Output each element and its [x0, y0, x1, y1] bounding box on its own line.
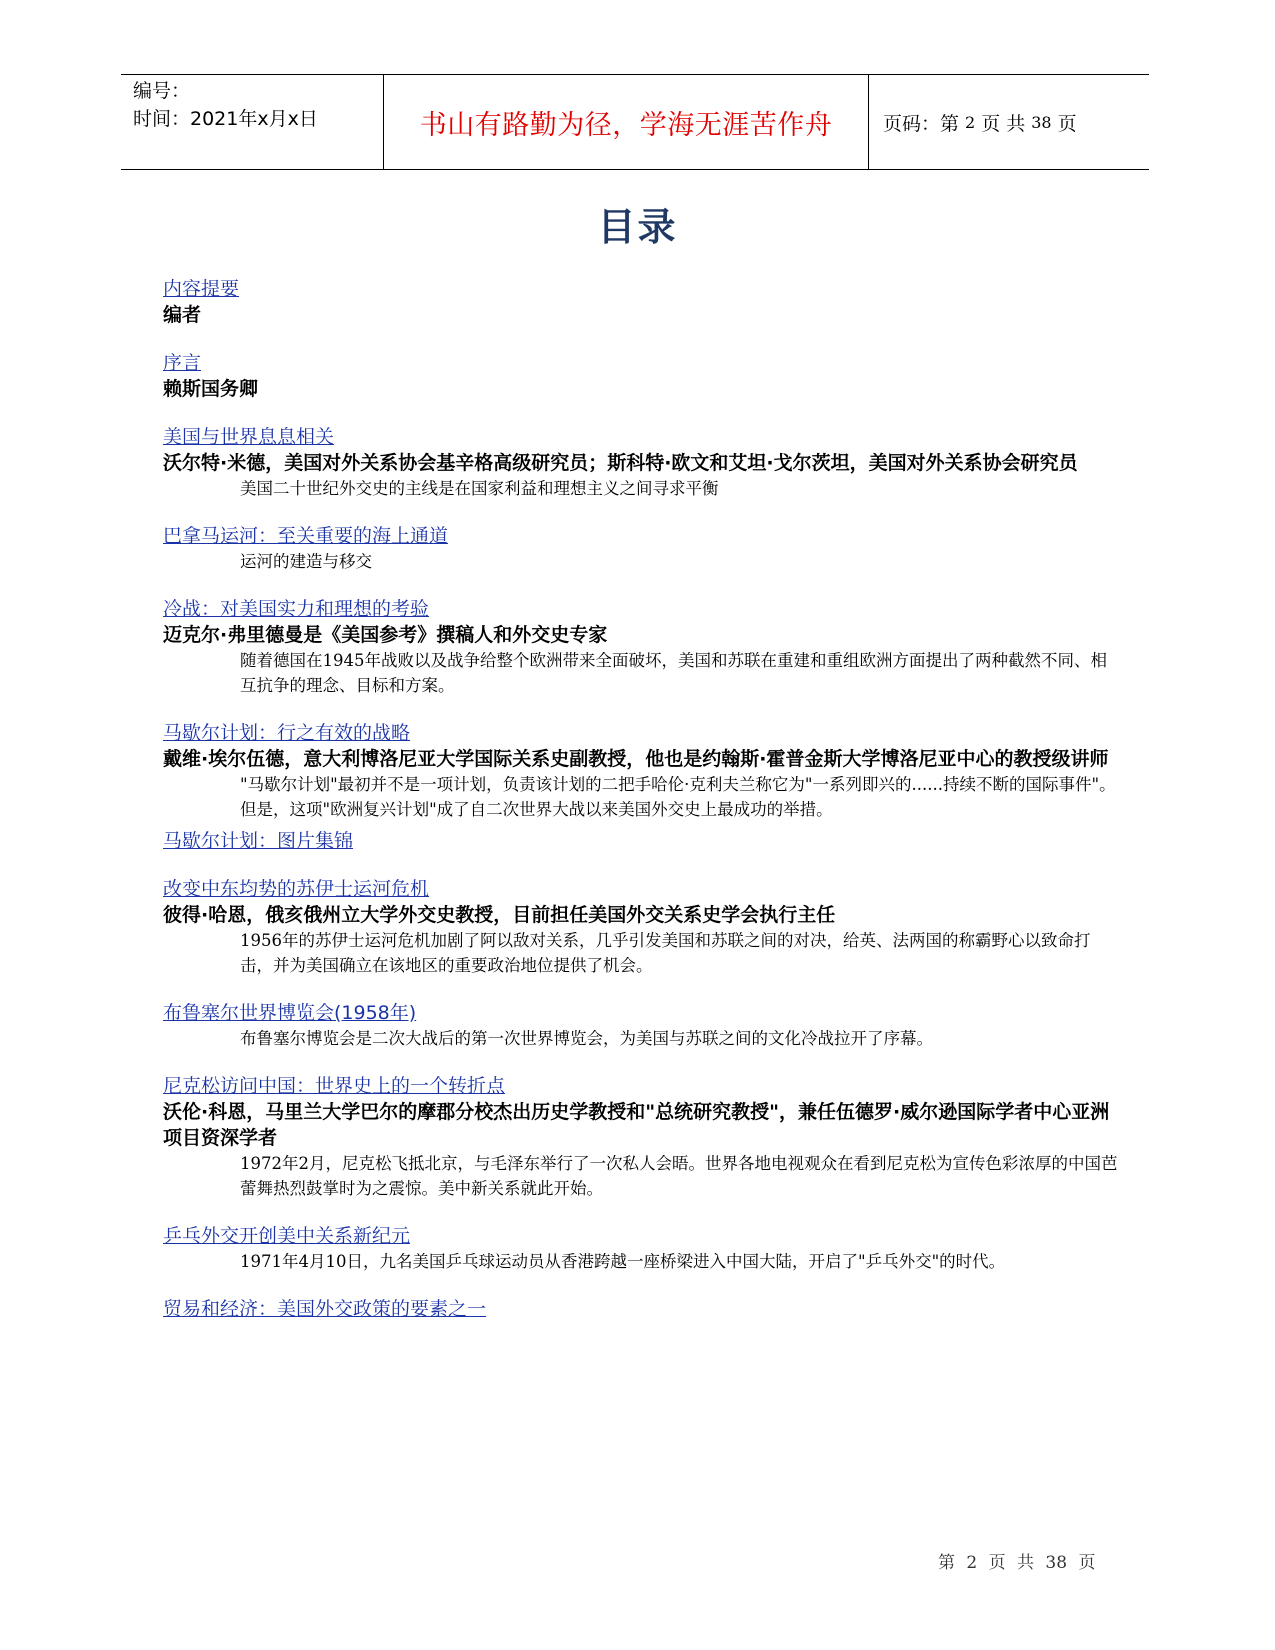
- toc-author: 迈克尔·弗里德曼是《美国参考》撰稿人和外交史专家: [163, 624, 608, 646]
- toc-link[interactable]: 冷战：对美国实力和理想的考验: [163, 598, 430, 620]
- page-title: 目录: [597, 205, 678, 249]
- document-header: [121, 74, 1149, 170]
- page-prefix: 页码：第: [883, 112, 960, 135]
- header-motto: 书山有路勤为径，学海无涯苦作舟: [383, 75, 869, 169]
- toc-author: 赖斯国务卿: [163, 378, 259, 400]
- toc-description: 1971年4月10日，九名美国乒乓球运动员从香港跨越一座桥梁进入中国大陆，开启了"乒乓外交"的时代。: [240, 1252, 1006, 1271]
- toc-author: 戴维·埃尔伍德，意大利博洛尼亚大学国际关系史副教授，他也是约翰斯·霍普金斯大学博洛尼亚中心的教授级讲师: [163, 748, 1109, 770]
- toc-author: 彼得·哈恩，俄亥俄州立大学外交史教授，目前担任美国外交关系史学会执行主任: [163, 904, 836, 926]
- toc-author: 编者: [163, 304, 202, 326]
- page-number: 2: [965, 112, 976, 132]
- header-page-info: [869, 75, 1149, 169]
- table-of-contents: [163, 276, 1123, 1322]
- toc-link[interactable]: 贸易和经济：美国外交政策的要素之一: [163, 1298, 487, 1320]
- page-mid: 页 共: [981, 112, 1026, 135]
- toc-description: 布鲁塞尔博览会是二次大战后的第一次世界博览会，为美国与苏联之间的文化冷战拉开了序幕。: [240, 1029, 933, 1048]
- toc-description: "马歇尔计划"最初并不是一项计划，负责该计划的二把手哈伦·克利夫兰称它为"一系列即兴的......持续不断的国际事件"。但是，这项"欧洲复兴计划"成了自二次世界大战以来美国外交史上最成功的举措。: [240, 775, 1116, 819]
- toc-link[interactable]: 布鲁塞尔世界博览会(1958年): [163, 1002, 417, 1024]
- toc-description: 1972年2月，尼克松飞抵北京，与毛泽东举行了一次私人会晤。世界各地电视观众在看到尼克松为宣传色彩浓厚的中国芭蕾舞热烈鼓掌时为之震惊。美中新关系就此开始。: [240, 1154, 1118, 1198]
- page-total: 38: [1031, 112, 1052, 132]
- toc-link[interactable]: 改变中东均势的苏伊士运河危机: [163, 878, 430, 900]
- page-footer: 第 2 页 共 38 页: [938, 1553, 1096, 1573]
- toc-description: 随着德国在1945年战败以及战争给整个欧洲带来全面破坏，美国和苏联在重建和重组欧洲方面提出了两种截然不同、相互抗争的理念、目标和方案。: [240, 651, 1107, 695]
- toc-link[interactable]: 内容提要: [163, 278, 240, 300]
- toc-link[interactable]: 马歇尔计划：图片集锦: [163, 830, 354, 852]
- toc-link[interactable]: 马歇尔计划：行之有效的战略: [163, 722, 411, 744]
- toc-link[interactable]: 美国与世界息息相关: [163, 426, 335, 448]
- page-suffix: 页: [1057, 112, 1077, 135]
- toc-link[interactable]: 巴拿马运河：至关重要的海上通道: [163, 525, 449, 547]
- toc-description: 美国二十世纪外交史的主线是在国家利益和理想主义之间寻求平衡: [240, 479, 719, 498]
- header-meta-cell: [121, 75, 383, 169]
- toc-link[interactable]: 乒乓外交开创美中关系新纪元: [163, 1225, 411, 1247]
- number-label: 编号：: [133, 80, 191, 102]
- toc-link[interactable]: 尼克松访问中国：世界史上的一个转折点: [163, 1075, 506, 1097]
- time-label: 时间：2021年x月x日: [133, 108, 318, 130]
- toc-author: 沃尔特·米德，美国对外关系协会基辛格高级研究员；斯科特·欧文和艾坦·戈尔茨坦，美国对外关系协会研究员: [163, 452, 1078, 474]
- toc-author: 沃伦·科恩，马里兰大学巴尔的摩郡分校杰出历史学教授和"总统研究教授"，兼任伍德罗·威尔逊国际学者中心亚洲项目资深学者: [163, 1101, 1110, 1149]
- toc-description: 运河的建造与移交: [240, 552, 372, 571]
- toc-link[interactable]: 序言: [163, 352, 202, 374]
- toc-description: 1956年的苏伊士运河危机加剧了阿以敌对关系，几乎引发美国和苏联之间的对决，给英、法两国的称霸野心以致命打击，并为美国确立在该地区的重要政治地位提供了机会。: [240, 931, 1091, 975]
